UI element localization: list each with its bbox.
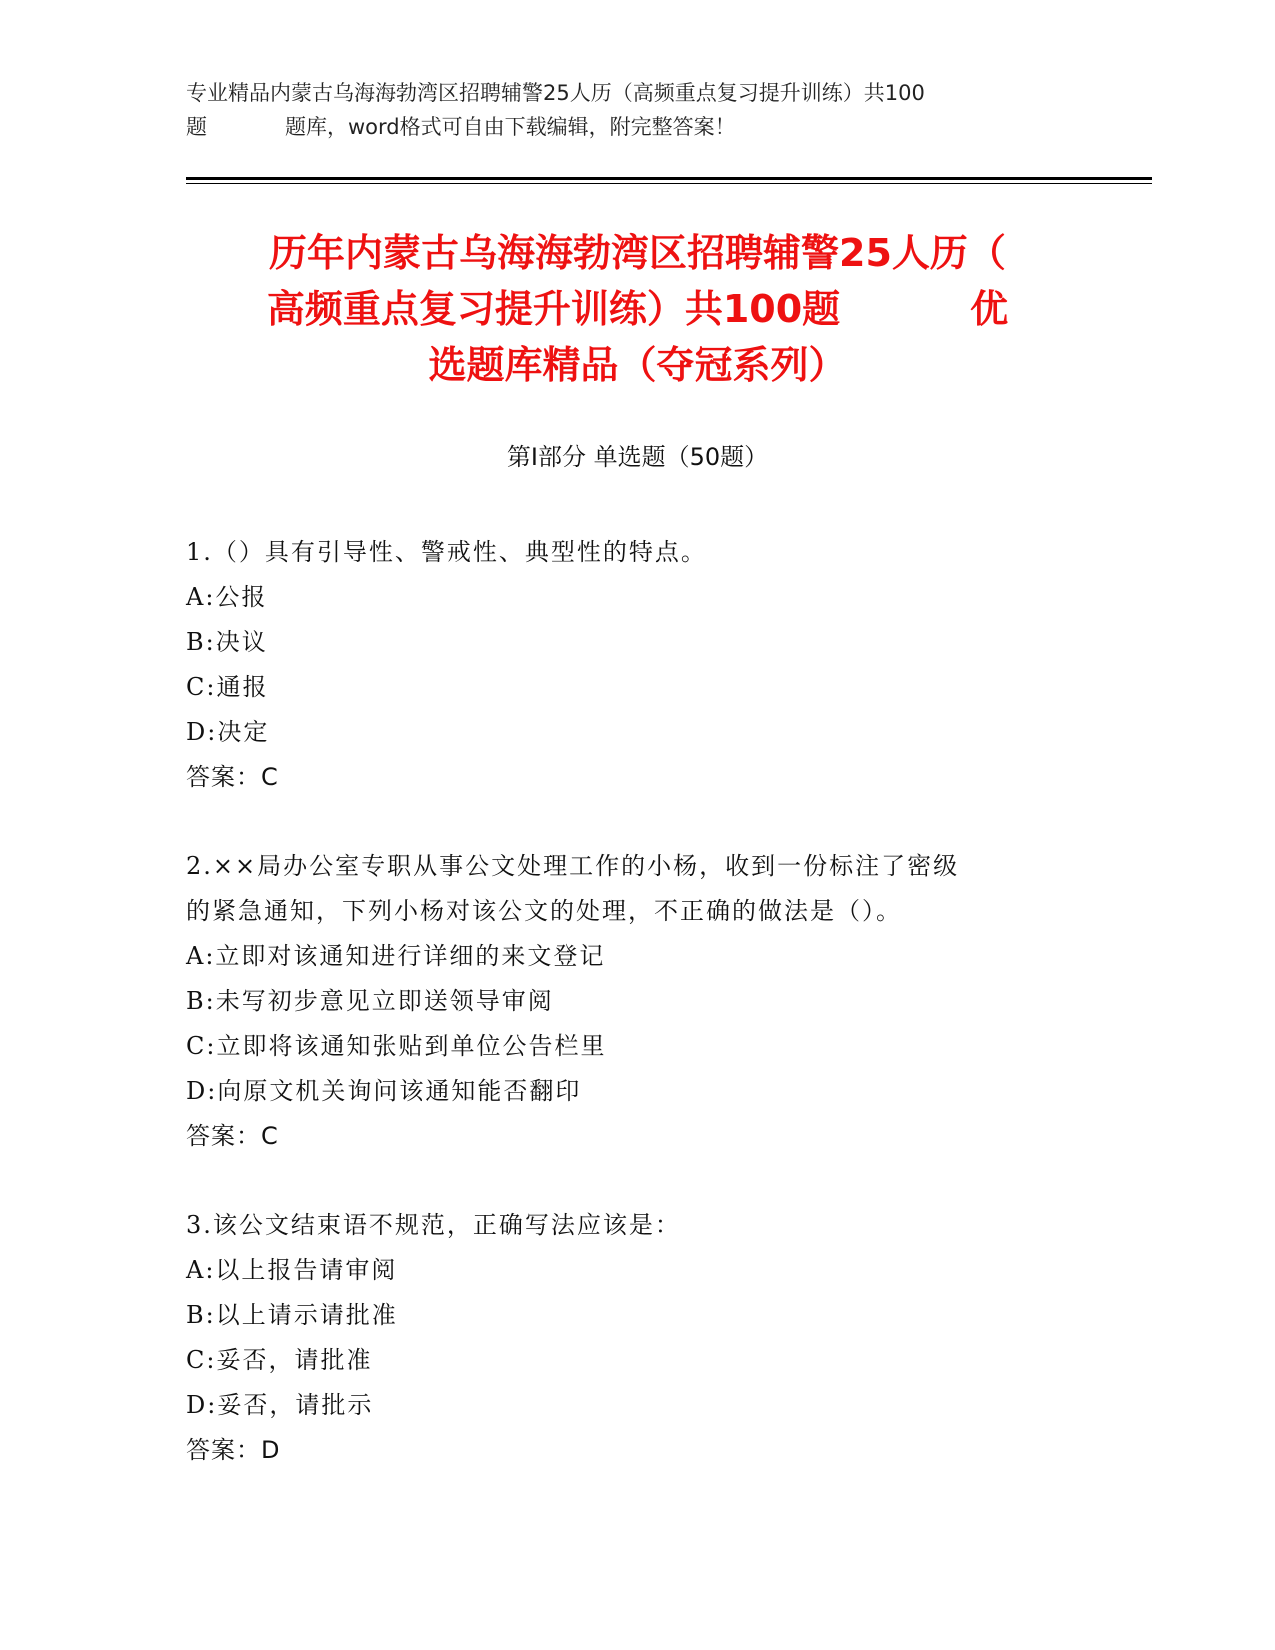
question-stem: 1.（）具有引导性、警戒性、典型性的特点。 [186,538,707,566]
header-line-2-right: 题库，word格式可自由下载编辑，附完整答案！ [285,115,736,139]
header-note [186,76,1086,144]
option-a: A:以上报告请审阅 [186,1256,398,1284]
title-line-2 [150,281,1125,337]
question-3 [186,1203,1086,1473]
option-d: D:妥否，请批示 [186,1391,374,1419]
question-1 [186,530,1086,800]
answer: 答案：D [186,1436,281,1464]
title-line-2-left: 高频重点复习提升训练）共100题 [266,287,841,331]
title-line-3: 选题库精品（夺冠系列） [428,343,847,387]
answer: 答案：C [186,763,279,791]
question-list [186,530,1086,1517]
option-c: C:立即将该通知张贴到单位公告栏里 [186,1032,607,1060]
option-d: D:向原文机关询问该通知能否翻印 [186,1077,582,1105]
section-title: 第Ⅰ部分 单选题（50题） [506,443,769,471]
option-d: D:决定 [186,718,270,746]
question-stem: 2.××局办公室专职从事公文处理工作的小杨，收到一份标注了密级 [186,852,960,880]
question-stem: 3.该公文结束语不规范，正确写法应该是： [186,1211,681,1239]
header-line-2 [186,110,1086,144]
option-a: A:立即对该通知进行详细的来文登记 [186,942,606,970]
question-stem-continued: 的紧急通知，下列小杨对该公文的处理，不正确的做法是（）。 [186,897,902,925]
option-c: C:通报 [186,673,269,701]
answer: 答案：C [186,1122,279,1150]
question-2 [186,844,1086,1159]
header-line-1: 专业精品内蒙古乌海海勃湾区招聘辅警25人历（高频重点复习提升训练）共100 [186,81,925,105]
header-line-2-left: 题 [186,115,207,139]
option-c: C:妥否，请批准 [186,1346,373,1374]
option-b: B:决议 [186,628,268,656]
document-title [150,225,1125,393]
title-line-2-right: 优 [970,287,1009,331]
option-b: B:以上请示请批准 [186,1301,398,1329]
option-b: B:未写初步意见立即送领导审阅 [186,987,554,1015]
header-divider-thin [186,183,1152,184]
option-a: A:公报 [186,583,268,611]
header-divider-thick [186,177,1152,180]
title-line-1: 历年内蒙古乌海海勃湾区招聘辅警25人历（ [269,231,1006,275]
